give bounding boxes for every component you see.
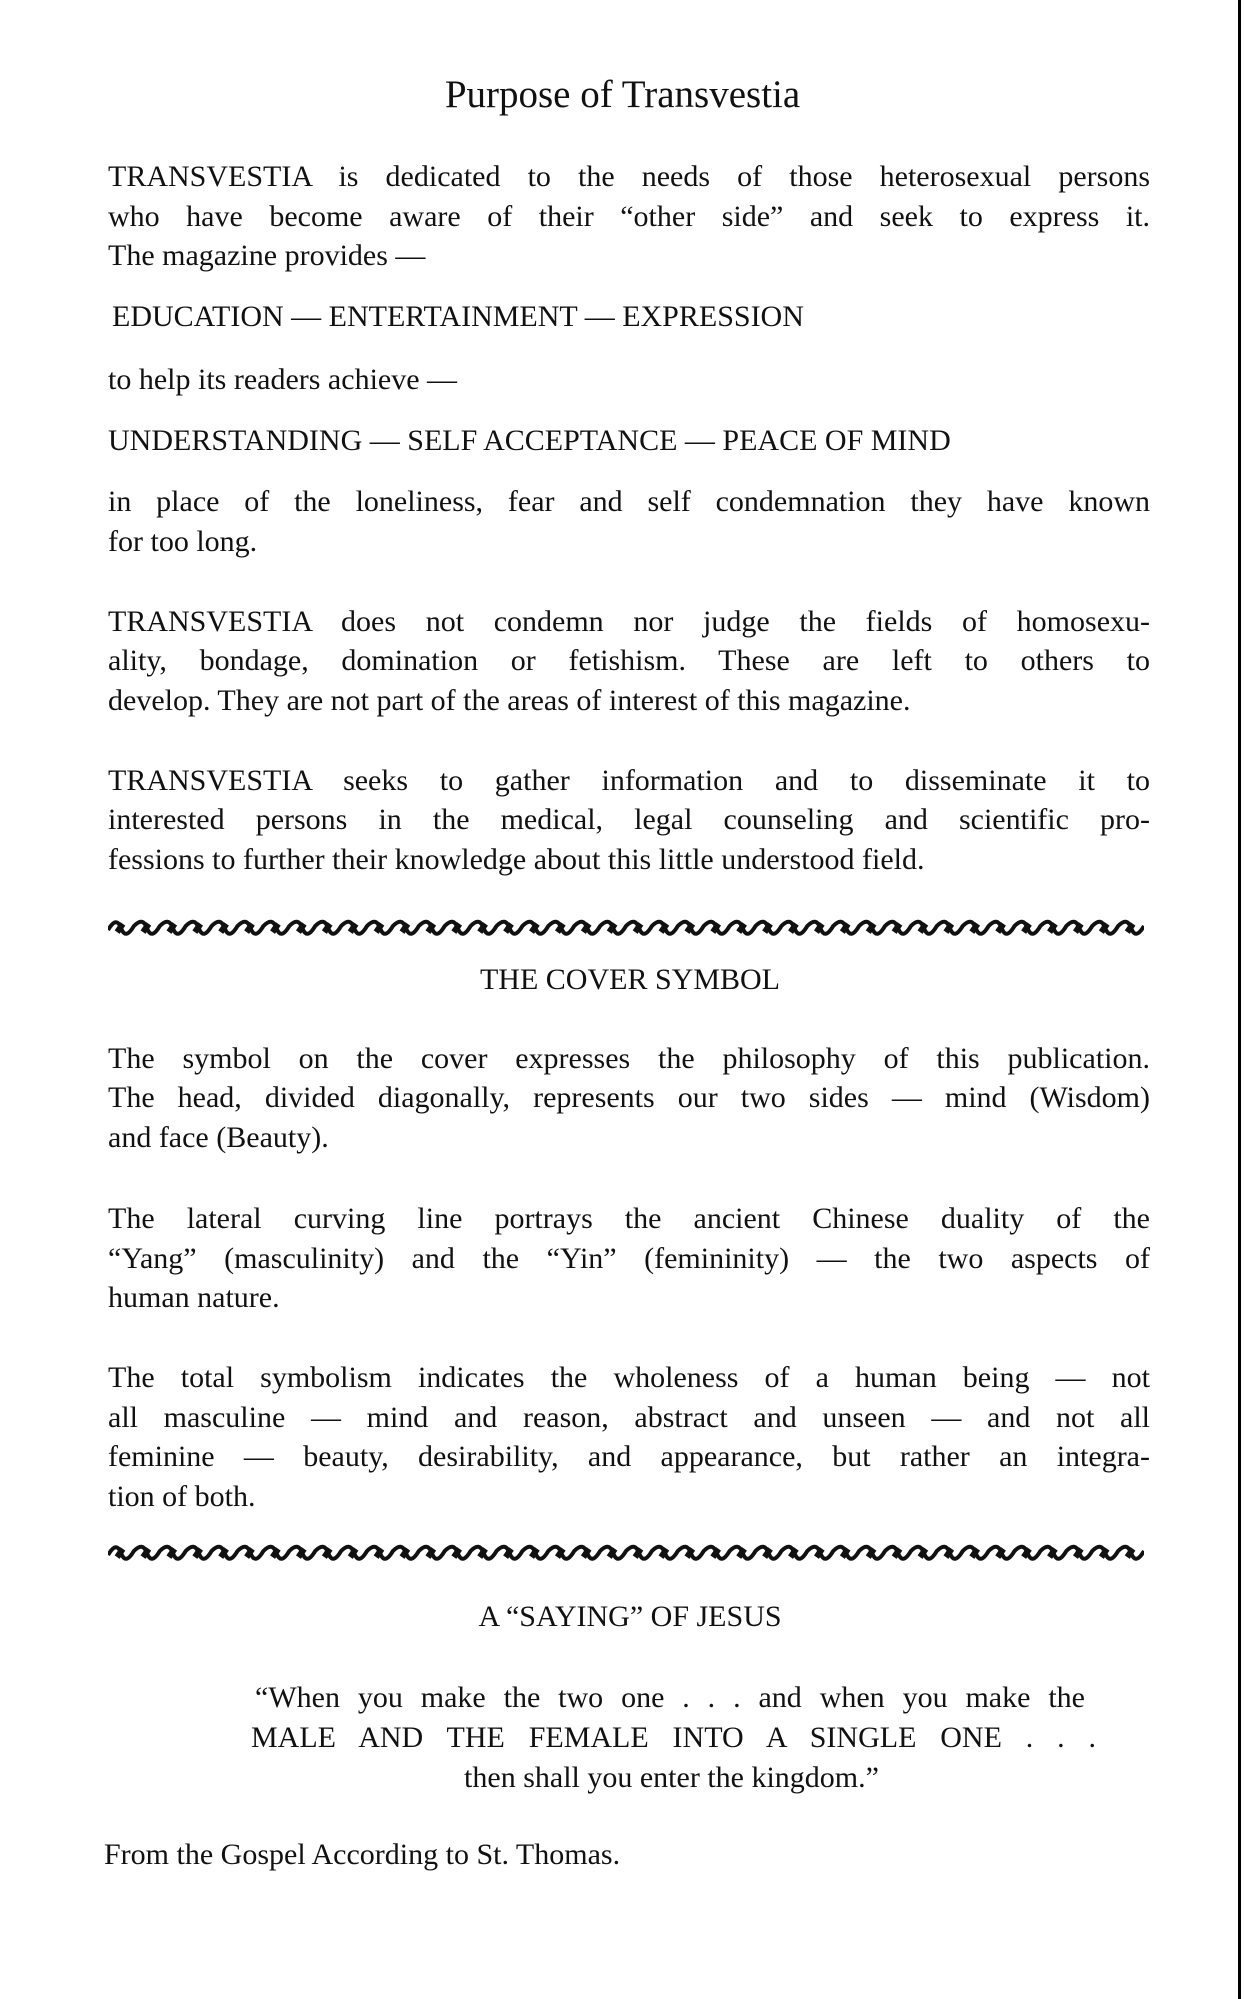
condemn-line: TRANSVESTIA does not condemn nor judge the fields of homosexu-	[108, 605, 1150, 638]
rope-wave	[108, 922, 1144, 934]
gather-line: fessions to further their knowledge about this little understood field.	[108, 843, 925, 876]
cover-line: The symbol on the cover expresses the philosophy of this publication.	[108, 1042, 1150, 1075]
cover-line: The total symbolism indicates the wholeness of a human being — not	[108, 1361, 1150, 1394]
cover-line: all masculine — mind and reason, abstract and unseen — and not all	[108, 1401, 1150, 1434]
achieve-list: UNDERSTANDING — SELF ACCEPTANCE — PEACE OF MIND	[108, 424, 951, 457]
quote-line: “When you make the two one . . . and when you make the	[255, 1681, 1085, 1714]
page-border-line	[1238, 0, 1241, 1999]
page-title: Purpose of Transvestia	[444, 73, 801, 116]
condemn-line: develop. They are not part of the areas of interest of this magazine.	[108, 684, 911, 717]
quote-source: From the Gospel According to St. Thomas.	[104, 1838, 621, 1871]
ornamental-divider	[108, 1543, 1144, 1563]
ornamental-divider	[108, 918, 1144, 938]
cover-line: tion of both.	[108, 1480, 256, 1513]
quote-line: MALE AND THE FEMALE INTO A SINGLE ONE . . .	[251, 1721, 1096, 1754]
intro-line: who have become aware of their “other side” and seek to express it.	[108, 200, 1150, 233]
cover-line: The lateral curving line portrays the ancient Chinese duality of the	[108, 1202, 1150, 1235]
cover-line: feminine — beauty, desirability, and appearance, but rather an integra-	[108, 1440, 1150, 1473]
place-line: for too long.	[108, 525, 258, 558]
gather-line: interested persons in the medical, legal counseling and scientific pro-	[108, 803, 1150, 836]
quote-line: then shall you enter the kingdom.”	[464, 1761, 879, 1794]
intro-line: The magazine provides —	[108, 239, 426, 272]
saying-heading: A “SAYING” OF JESUS	[478, 1600, 782, 1633]
cover-line: human nature.	[108, 1281, 280, 1314]
place-line: in place of the loneliness, fear and self condemnation they have known	[108, 485, 1150, 518]
achieve-intro: to help its readers achieve —	[108, 363, 458, 396]
intro-line: TRANSVESTIA is dedicated to the needs of those heterosexual persons	[108, 160, 1150, 193]
provides-list: EDUCATION — ENTERTAINMENT — EXPRESSION	[112, 300, 804, 333]
cover-symbol-heading: THE COVER SYMBOL	[479, 963, 780, 996]
gather-line: TRANSVESTIA seeks to gather information and to disseminate it to	[108, 764, 1150, 797]
cover-line: The head, divided diagonally, represents our two sides — mind (Wisdom)	[108, 1081, 1150, 1114]
condemn-line: ality, bondage, domination or fetishism. These are left to others to	[108, 644, 1150, 677]
cover-line: and face (Beauty).	[108, 1121, 329, 1154]
cover-line: “Yang” (masculinity) and the “Yin” (femininity) — the two aspects of	[108, 1242, 1150, 1275]
rope-wave	[108, 1547, 1144, 1559]
